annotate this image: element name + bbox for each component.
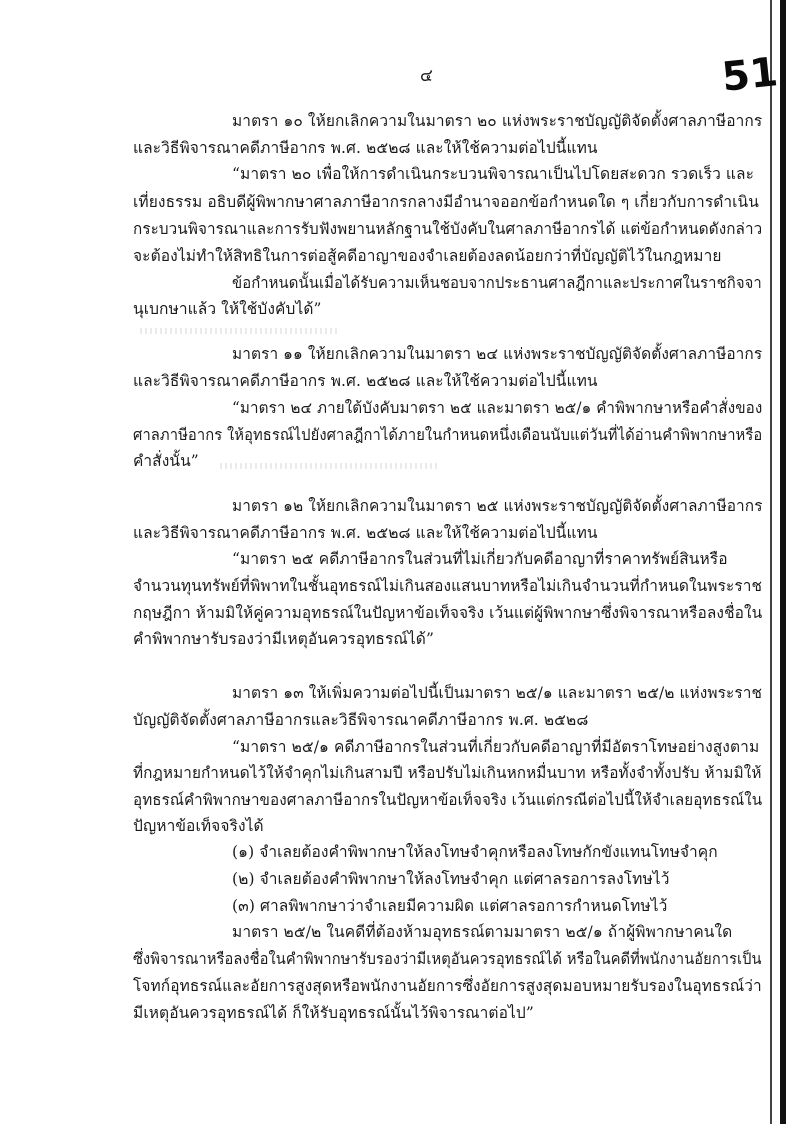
list-item: (๒) จำเลยต้องคำพิพากษาให้ลงโทษจำคุก แต่ศาลรอการลงโทษไว้ bbox=[232, 870, 670, 888]
text-line: “มาตรา ๒๔ ภายใต้บังคับมาตรา ๒๕ และมาตรา ๒๕/๑ คำพิพากษาหรือคำสั่งของ bbox=[232, 399, 763, 417]
text-line: จำนวนทุนทรัพย์ที่พิพาทในชั้นอุทธรณ์ไม่เกินสองแสนบาทหรือไม่เกินจำนวนที่กำหนดในพระราช bbox=[133, 577, 763, 595]
list-item: (๓) ศาลพิพากษาว่าจำเลยมีความผิด แต่ศาลรอการกำหนดโทษไว้ bbox=[232, 897, 668, 915]
text-line: เที่ยงธรรม อธิบดีผู้พิพากษาศาลภาษีอากรกลางมีอำนาจออกข้อกำหนดใด ๆ เกี่ยวกับการดำเนิน bbox=[133, 193, 759, 211]
text-line: กระบวนพิจารณาและการรับฟังพยานหลักฐานใช้บังคับในศาลภาษีอากรได้ แต่ข้อกำหนดดังกล่าว bbox=[133, 220, 763, 238]
text-line: “มาตรา ๒๐ เพื่อให้การดำเนินกระบวนพิจารณาเป็นไปโดยสะดวก รวดเร็ว และ bbox=[232, 165, 755, 183]
text-line: มาตรา ๒๕/๒ ในคดีที่ต้องห้ามอุทธรณ์ตามมาตรา ๒๕/๑ ถ้าผู้พิพากษาคนใด bbox=[232, 923, 733, 941]
text-line: มาตรา ๑๓ ให้เพิ่มความต่อไปนี้เป็นมาตรา ๒๕/๑ และมาตรา ๒๕/๒ แห่งพระราช bbox=[232, 684, 763, 702]
text-line: มีเหตุอันควรอุทธรณ์ได้ ก็ให้รับอุทธรณ์นั้นไว้พิจารณาต่อไป” bbox=[133, 1004, 534, 1022]
text-line: มาตรา ๑๐ ให้ยกเลิกความในมาตรา ๒๐ แห่งพระราชบัญญัติจัดตั้งศาลภาษีอากร bbox=[232, 112, 763, 130]
text-line: และวิธีพิจารณาคดีภาษีอากร พ.ศ. ๒๕๒๘ และให้ใช้ความต่อไปนี้แทน bbox=[133, 139, 598, 157]
page-number: ๔ bbox=[420, 66, 434, 86]
list-item: (๑) จำเลยต้องคำพิพากษาให้ลงโทษจำคุกหรือลงโทษกักขังแทนโทษจำคุก bbox=[232, 843, 718, 861]
text-line: มาตรา ๑๑ ให้ยกเลิกความในมาตรา ๒๔ แห่งพระราชบัญญัติจัดตั้งศาลภาษีอากร bbox=[232, 345, 763, 363]
text-line: ซึ่งพิจารณาหรือลงชื่อในคำพิพากษารับรองว่ามีเหตุอันควรอุทธรณ์ได้ หรือในคดีที่พนักงานอัยการเป็น bbox=[133, 950, 762, 968]
text-line: นุเบกษาแล้ว ให้ใช้บังคับได้” bbox=[133, 300, 322, 318]
text-line: ที่กฎหมายกำหนดไว้ให้จำคุกไม่เกินสามปี หรือปรับไม่เกินหกหมื่นบาท หรือทั้งจำทั้งปรับ ห้ามมิให้ bbox=[133, 764, 762, 782]
scan-edge-border bbox=[780, 0, 786, 1124]
text-line: และวิธีพิจารณาคดีภาษีอากร พ.ศ. ๒๕๒๘ และให้ใช้ความต่อไปนี้แทน bbox=[133, 524, 598, 542]
scan-edge-line bbox=[770, 0, 772, 1124]
text-line: คำพิพากษารับรองว่ามีเหตุอันควรอุทธรณ์ได้” bbox=[133, 630, 434, 648]
text-line: “มาตรา ๒๕ คดีภาษีอากรในส่วนที่ไม่เกี่ยวกับคดีอาญาที่ราคาทรัพย์สินหรือ bbox=[232, 550, 728, 568]
text-line: ปัญหาข้อเท็จจริงได้ bbox=[133, 817, 264, 835]
scan-noise bbox=[220, 463, 440, 469]
text-line: โจทก์อุทธรณ์และอัยการสูงสุดหรือพนักงานอัยการซึ่งอัยการสูงสุดมอบหมายรับรองในอุทธรณ์ว่า bbox=[133, 977, 762, 995]
text-line: และวิธีพิจารณาคดีภาษีอากร พ.ศ. ๒๕๒๘ และให้ใช้ความต่อไปนี้แทน bbox=[133, 372, 598, 390]
scan-noise bbox=[140, 328, 340, 334]
text-line: บัญญัติจัดตั้งศาลภาษีอากรและวิธีพิจารณาคดีภาษีอากร พ.ศ. ๒๕๒๘ bbox=[133, 711, 589, 729]
text-line: กฤษฎีกา ห้ามมิให้คู่ความอุทธรณ์ในปัญหาข้อเท็จจริง เว้นแต่ผู้พิพากษาซึ่งพิจารณาหรือลงชื่อใน bbox=[133, 604, 763, 622]
text-line: ศาลภาษีอากร ให้อุทธรณ์ไปยังศาลฎีกาได้ภายในกำหนดหนึ่งเดือนนับแต่วันที่ได้อ่านคำพิพากษาหรือ bbox=[133, 426, 763, 444]
text-line: จะต้องไม่ทำให้สิทธิในการต่อสู้คดีอาญาของจำเลยต้องลดน้อยกว่าที่บัญญัติไว้ในกฎหมาย bbox=[133, 247, 722, 265]
text-line: “มาตรา ๒๕/๑ คดีภาษีอากรในส่วนที่เกี่ยวกับคดีอาญาที่มีอัตราโทษอย่างสูงตาม bbox=[232, 738, 760, 756]
handwritten-page-stamp: 51 bbox=[719, 49, 780, 101]
text-line: คำสั่งนั้น” bbox=[133, 452, 199, 470]
text-line: ข้อกำหนดนั้นเมื่อได้รับความเห็นชอบจากประธานศาลฎีกาและประกาศในราชกิจจา bbox=[232, 274, 762, 292]
text-line: อุทธรณ์คำพิพากษาของศาลภาษีอากรในปัญหาข้อเท็จจริง เว้นแต่กรณีต่อไปนี้ให้จำเลยอุทธรณ์ใน bbox=[133, 791, 763, 809]
text-line: มาตรา ๑๒ ให้ยกเลิกความในมาตรา ๒๕ แห่งพระราชบัญญัติจัดตั้งศาลภาษีอากร bbox=[232, 497, 763, 515]
